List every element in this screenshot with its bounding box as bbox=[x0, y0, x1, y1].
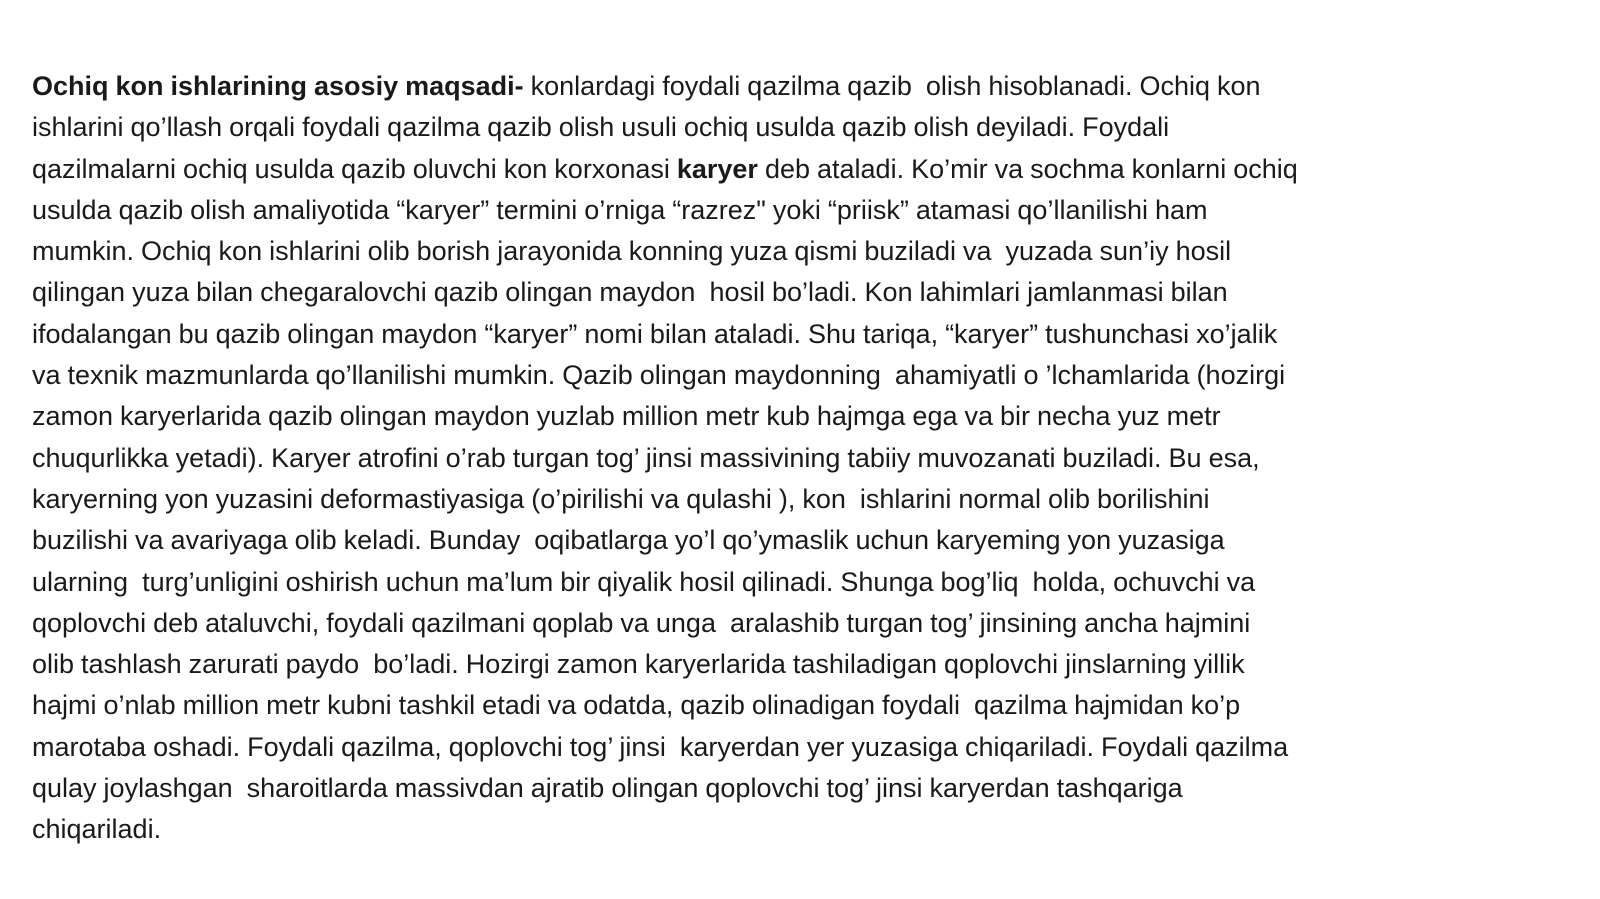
text-line-8 bbox=[32, 355, 1572, 396]
text-segment: mumkin. Ochiq kon ishlarini olib borish jarayonida konning yuza qismi buziladi va yuzada sun’iy hosil bbox=[32, 236, 1232, 267]
text-line-4 bbox=[32, 190, 1572, 231]
text-segment: qoplovchi deb ataluvchi, foydali qazilmani qoplab va unga aralashib turgan tog’ jinsining ancha hajmini bbox=[32, 607, 1251, 638]
text-segment: konlardagi foydali qazilma qazib olish hisoblanadi. Ochiq kon bbox=[523, 71, 1261, 101]
text-line-6 bbox=[32, 272, 1572, 313]
text-line-13 bbox=[32, 562, 1572, 603]
bold-heading: Ochiq kon ishlarining asosiy maqsadi- bbox=[32, 71, 524, 101]
text-line-18 bbox=[32, 768, 1572, 809]
text-line-12 bbox=[32, 520, 1572, 561]
text-segment: usulda qazib olish amaliyotida “karyer” termini o’rniga “razrez" yoki “priisk” atamasi qo’llanilishi ham bbox=[32, 194, 1208, 225]
text-segment: va texnik mazmunlarda qo’llanilishi mumkin. Qazib olingan maydonning ahamiyatli o ’lchamlarida (hozirgi bbox=[32, 360, 1286, 391]
text-line-15 bbox=[32, 644, 1572, 685]
text-line-16 bbox=[32, 685, 1572, 726]
text-segment: ishlarini qo’llash orqali foydali qazilma qazib olish usuli ochiq usulda qazib olish deyiladi. Foydali bbox=[32, 112, 1170, 143]
text-line-1 bbox=[32, 66, 1572, 107]
text-line-14 bbox=[32, 603, 1572, 644]
text-segment: buzilishi va avariyaga olib keladi. Bunday oqibatlarga yo’l qo’ymaslik uchun karyeming yon yuzasiga bbox=[32, 525, 1225, 556]
text-line-10 bbox=[32, 438, 1572, 479]
text-line-9 bbox=[32, 396, 1572, 437]
text-segment: zamon karyerlarida qazib olingan maydon yuzlab million metr kub hajmga ega va bir necha yuz metr bbox=[32, 401, 1221, 432]
text-segment: karyerning yon yuzasini deformastiyasiga (o’pirilishi va qulashi ), kon ishlarini normal olib borilishini bbox=[32, 483, 1210, 514]
text-line-3 bbox=[32, 149, 1572, 190]
text-line-11 bbox=[32, 479, 1572, 520]
text-segment: ifodalangan bu qazib olingan maydon “karyer” nomi bilan ataladi. Shu tariqa, “karyer” tushunchasi xo’jalik bbox=[32, 318, 1278, 349]
text-segment: hajmi o’nlab million metr kubni tashkil etadi va odatda, qazib olinadigan foydali qazilma hajmidan ko’p bbox=[32, 690, 1241, 721]
text-line-7 bbox=[32, 314, 1572, 355]
text-line-19 bbox=[32, 809, 1572, 850]
text-segment: qazilmalarni ochiq usulda qazib oluvchi kon korxonasi bbox=[32, 153, 677, 184]
text-line-5 bbox=[32, 231, 1572, 272]
text-segment: chiqariladi. bbox=[32, 814, 162, 845]
text-segment: qulay joylashgan sharoitlarda massivdan ajratib olingan qoplovchi tog’ jinsi karyerdan tashqariga bbox=[32, 773, 1183, 804]
text-segment: ularning turg’unligini oshirish uchun ma’lum bir qiyalik hosil qilinadi. Shunga bog’liq holda, ochuvchi va bbox=[32, 566, 1256, 597]
text-line-2 bbox=[32, 107, 1572, 148]
bold-term: karyer bbox=[676, 153, 758, 184]
text-segment: deb ataladi. Ko’mir va sochma konlarni ochiq bbox=[757, 153, 1298, 184]
text-segment: olib tashlash zarurati paydo bo’ladi. Hozirgi zamon karyerlarida tashiladigan qoplovchi jinslarning yillik bbox=[32, 649, 1245, 680]
text-segment: chuqurlikka yetadi). Karyer atrofini o’rab turgan tog’ jinsi massivining tabiiy muvozanati buziladi. Bu esa, bbox=[32, 442, 1260, 473]
text-segment: qilingan yuza bilan chegaralovchi qazib olingan maydon hosil bo’ladi. Kon lahimlari jamlanmasi bilan bbox=[32, 277, 1228, 308]
body-text bbox=[32, 66, 1572, 851]
text-segment: marotaba oshadi. Foydali qazilma, qoplovchi tog’ jinsi karyerdan yer yuzasiga chiqariladi. Foydali qazilma bbox=[32, 731, 1289, 762]
text-line-17 bbox=[32, 727, 1572, 768]
